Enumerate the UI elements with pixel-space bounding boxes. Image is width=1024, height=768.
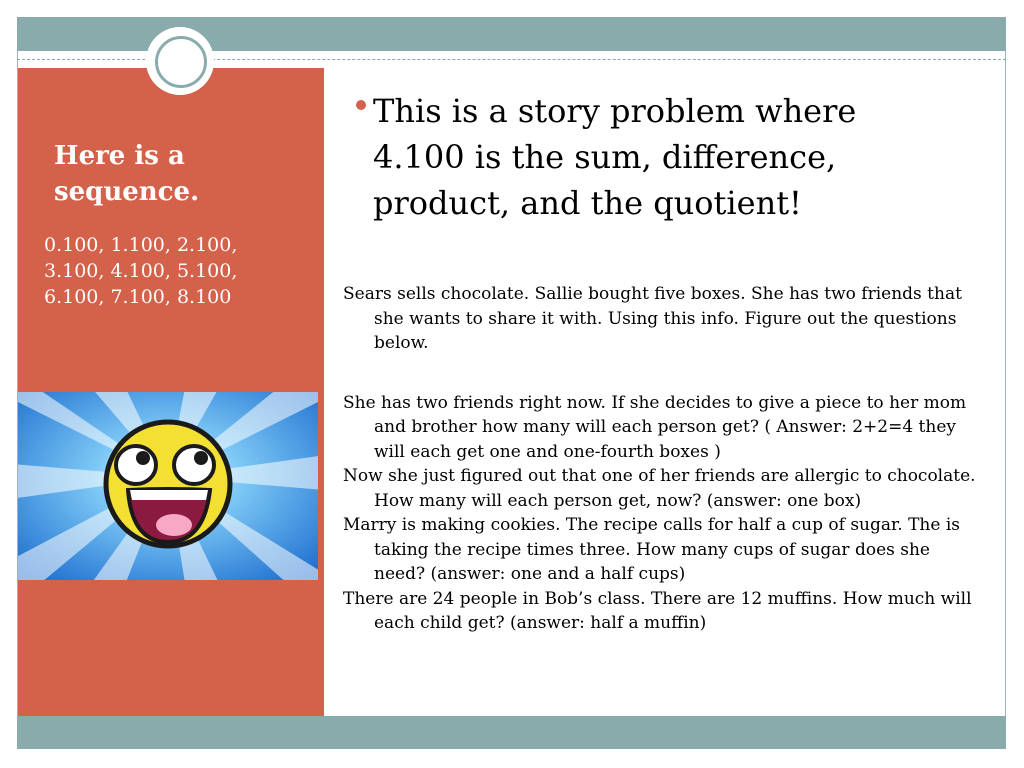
- paragraph: Now she just figured out that one of her friends are allergic to chocolate. How many will each person get, now? (answer: one box): [343, 466, 976, 511]
- sequence-line: 3.100, 4.100, 5.100,: [44, 260, 238, 282]
- paragraph: There are 24 people in Bob’s class. There are 12 muffins. How much will each child get? (answer: half a muffin): [343, 588, 972, 633]
- paragraph: Sears sells chocolate. Sallie bought five boxes. She has two friends that she wants to share it with. Using this info. Figure out the questions below.: [343, 284, 962, 353]
- story-problems: [343, 282, 983, 636]
- slide-title: Here is a sequence.: [54, 141, 200, 207]
- bottom-band: [17, 716, 1006, 749]
- bullet-text: This is a story problem where 4.100 is the sum, difference, product, and the quotient!: [373, 92, 857, 222]
- ring-icon: [155, 36, 207, 88]
- paragraph: She has two friends right now. If she decides to give a piece to her mom and brother how many will each person get? ( Answer: 2+2=4 they will each get one and one-fourth boxes ): [343, 392, 967, 462]
- sequence-line: 6.100, 7.100, 8.100: [44, 286, 232, 308]
- smiley-face-icon: [18, 392, 318, 580]
- bullet-marker-icon: [356, 100, 366, 110]
- sequence-line: 0.100, 1.100, 2.100,: [44, 234, 238, 256]
- paragraph: Marry is making cookies. The recipe calls for half a cup of sugar. The is taking the recipe times three. How many cups of sugar does she need? (answer: one and a half cups): [343, 515, 960, 584]
- sequence-text: [44, 232, 314, 310]
